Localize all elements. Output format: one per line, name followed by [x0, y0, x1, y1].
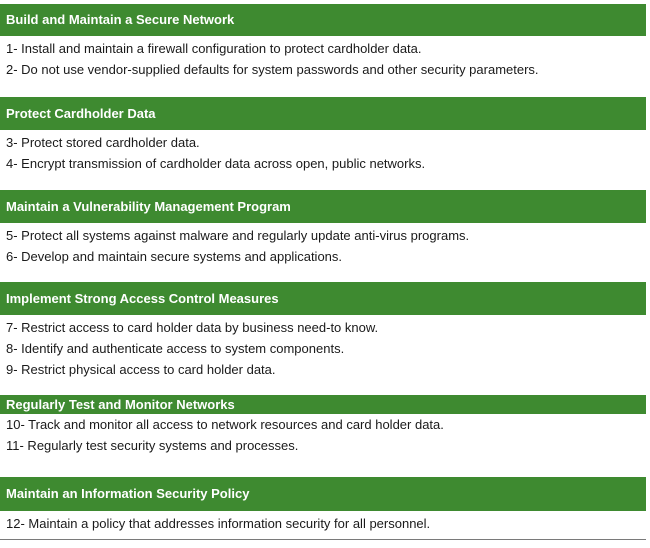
requirement-list — [0, 513, 646, 534]
requirement-item: 11- Regularly test security systems and processes. — [6, 438, 299, 453]
section-protect-cardholder-data — [0, 97, 646, 174]
requirement-list — [0, 225, 646, 267]
section-title: Maintain an Information Security Policy — [0, 477, 646, 511]
section-title: Regularly Test and Monitor Networks — [0, 395, 646, 414]
section-title: Build and Maintain a Secure Network — [0, 4, 646, 36]
section-title: Protect Cardholder Data — [0, 97, 646, 130]
requirement-item: 1- Install and maintain a firewall configuration to protect cardholder data. — [6, 41, 422, 56]
requirement-list — [0, 317, 646, 380]
requirement-list — [0, 414, 646, 456]
requirement-item: 12- Maintain a policy that addresses information security for all personnel. — [6, 516, 431, 531]
section-vulnerability-management — [0, 190, 646, 267]
requirement-list — [0, 38, 646, 80]
requirement-item: 6- Develop and maintain secure systems and applications. — [6, 249, 343, 264]
requirement-item: 7- Restrict access to card holder data by business need-to know. — [6, 320, 379, 335]
section-title: Maintain a Vulnerability Management Program — [0, 190, 646, 223]
section-title: Implement Strong Access Control Measures — [0, 282, 646, 315]
requirement-item: 5- Protect all systems against malware and regularly update anti-virus programs. — [6, 228, 470, 243]
requirement-item: 2- Do not use vendor-supplied defaults for system passwords and other security parameters. — [6, 62, 539, 77]
requirement-item: 10- Track and monitor all access to network resources and card holder data. — [6, 417, 444, 432]
requirement-item: 9- Restrict physical access to card holder data. — [6, 362, 276, 377]
section-test-monitor-networks — [0, 395, 646, 456]
bottom-divider — [0, 539, 646, 540]
requirement-item: 8- Identify and authenticate access to system components. — [6, 341, 345, 356]
section-security-policy — [0, 477, 646, 534]
requirement-item: 4- Encrypt transmission of cardholder data across open, public networks. — [6, 156, 426, 171]
requirement-list — [0, 132, 646, 174]
section-access-control — [0, 282, 646, 380]
section-secure-network — [0, 4, 646, 80]
requirement-item: 3- Protect stored cardholder data. — [6, 135, 200, 150]
